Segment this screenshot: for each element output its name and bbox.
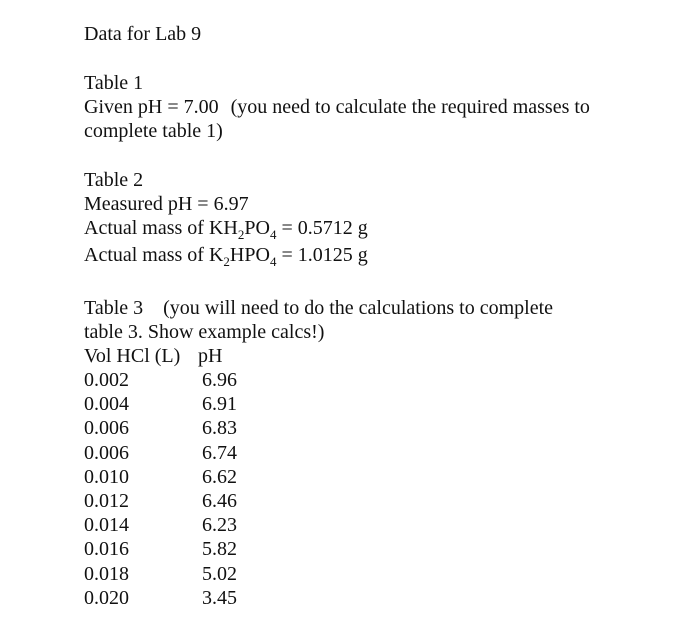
ph-cell: 6.91 xyxy=(202,393,237,416)
k2hpo4-prefix: Actual mass of K xyxy=(84,244,224,266)
vol-hcl-cell: 0.006 xyxy=(84,417,129,440)
ph-cell: 3.45 xyxy=(202,586,237,609)
vol-hcl-cell: 0.002 xyxy=(84,369,129,391)
table1-given-line xyxy=(84,95,590,119)
ph-cell: 6.74 xyxy=(202,441,237,464)
kh2po4-mass xyxy=(84,216,368,240)
table3-heading-line xyxy=(84,296,553,320)
ph-header: pH xyxy=(198,345,223,367)
table3-heading: Table 3 xyxy=(84,297,144,319)
vol-hcl-cell: 0.016 xyxy=(84,538,129,561)
k2hpo4-value: = 1.0125 g xyxy=(276,244,368,266)
ph-cell: 5.82 xyxy=(202,538,237,561)
table1-heading: Table 1 xyxy=(84,72,144,94)
k2hpo4-mid: HPO xyxy=(229,244,270,266)
table1-note-continued: complete table 1) xyxy=(84,120,223,142)
kh2po4-prefix: Actual mass of KH xyxy=(84,217,238,239)
vol-hcl-cell: 0.014 xyxy=(84,514,129,537)
ph-cell: 6.83 xyxy=(202,417,237,440)
table2-heading: Table 2 xyxy=(84,169,144,191)
k2hpo4-subscript-2: 4 xyxy=(269,254,277,269)
kh2po4-value: = 0.5712 g xyxy=(276,217,368,239)
table3-note-continued: table 3. Show example calcs!) xyxy=(84,321,325,343)
measured-ph: Measured pH = 6.97 xyxy=(84,193,249,215)
vol-hcl-cell: 0.012 xyxy=(84,490,129,512)
table3-note: (you will need to do the calculations to complete xyxy=(163,297,554,319)
table1-note: (you need to calculate the required masses to xyxy=(230,96,590,118)
vol-hcl-cell: 0.018 xyxy=(84,562,129,585)
vol-hcl-cell: 0.020 xyxy=(84,586,129,609)
ph-cell: 5.02 xyxy=(202,562,237,585)
ph-cell: 6.23 xyxy=(202,514,237,537)
vol-hcl-header: Vol HCl (L) xyxy=(84,345,181,367)
kh2po4-mid: PO xyxy=(244,217,270,239)
k2hpo4-mass xyxy=(84,243,368,267)
document-title: Data for Lab 9 xyxy=(84,23,202,45)
vol-hcl-cell: 0.010 xyxy=(84,465,129,488)
vol-hcl-cell: 0.004 xyxy=(84,393,129,416)
ph-cell: 6.62 xyxy=(202,465,237,488)
ph-cell: 6.96 xyxy=(202,369,237,391)
given-ph: Given pH = 7.00 xyxy=(84,96,219,118)
kh2po4-subscript-2: 4 xyxy=(269,227,277,242)
vol-hcl-cell: 0.006 xyxy=(84,441,129,464)
ph-cell: 6.46 xyxy=(202,490,237,512)
k2hpo4-subscript-1: 2 xyxy=(223,254,230,269)
kh2po4-subscript-1: 2 xyxy=(237,227,245,242)
